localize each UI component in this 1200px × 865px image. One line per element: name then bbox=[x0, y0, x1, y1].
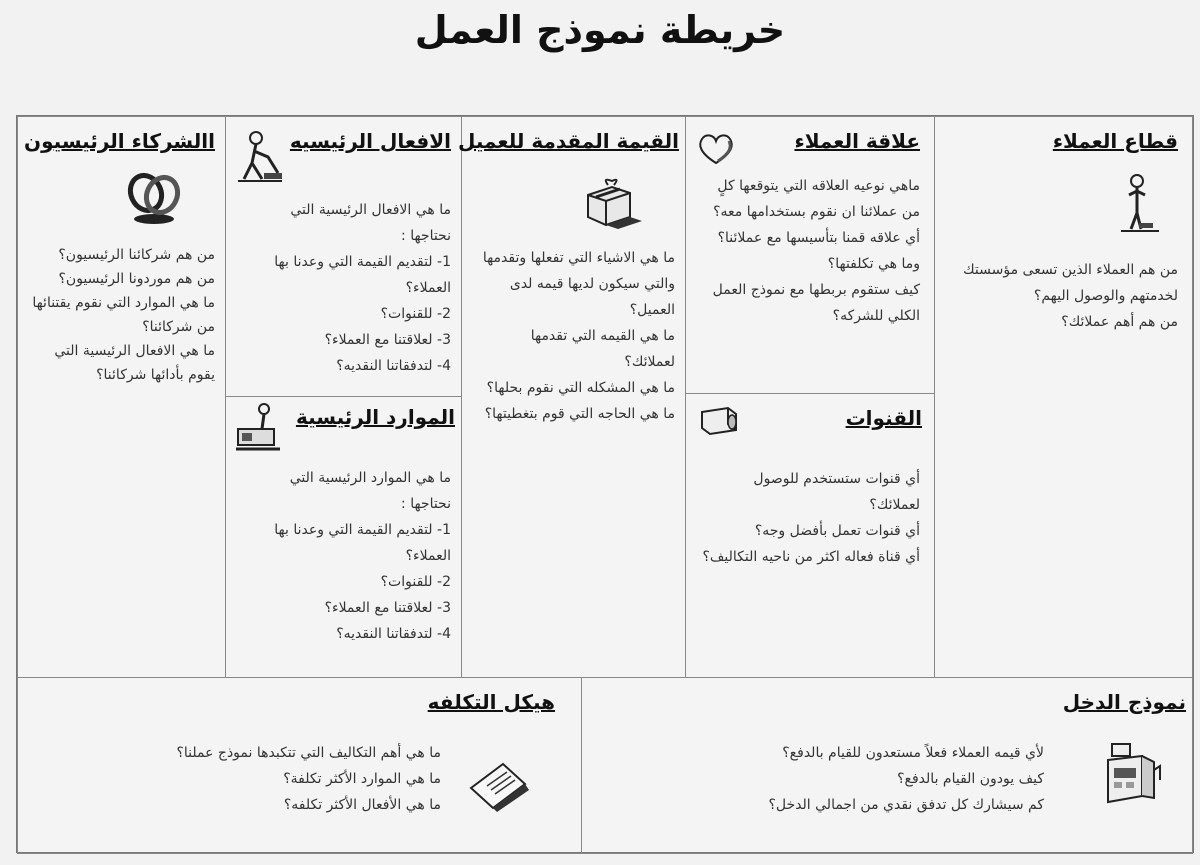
customer-segments-questions bbox=[948, 257, 1178, 335]
heart-icon bbox=[696, 131, 736, 171]
rings-icon bbox=[119, 165, 189, 231]
revenue-streams-title: نموذج الدخل bbox=[1062, 690, 1186, 714]
business-model-canvas bbox=[16, 115, 1194, 853]
question-text: 2- للقنوات؟ bbox=[380, 306, 451, 322]
question-text: ما هي الأفعال الأكثر تكلفه؟ bbox=[283, 797, 441, 813]
value-proposition-questions bbox=[477, 245, 675, 427]
question-text: من هم العملاء الذين تسعى مؤسستك لخدمتهم والوصول اليهم؟ bbox=[963, 262, 1178, 304]
key-activities-section bbox=[225, 116, 462, 397]
question-text: 2- للقنوات؟ bbox=[380, 574, 451, 590]
truck-icon bbox=[698, 404, 742, 442]
cost-structure-section bbox=[17, 677, 582, 854]
question-text: كم سيشارك كل تدفق نقدي من اجمالي الدخل؟ bbox=[768, 797, 1044, 813]
question-text: أي قنوات تعمل بأفضل وجه؟ bbox=[754, 523, 920, 539]
question-text: أي علاقه قمنا بتأسيسها مع عملائنا؟ bbox=[717, 230, 920, 246]
question-text: من هم موردونا الرئيسيون؟ bbox=[58, 271, 215, 287]
value-proposition-section bbox=[457, 116, 686, 678]
question-text: ما هي الحاجه التي قوم بتغطيتها؟ bbox=[484, 406, 675, 422]
key-partners-title: االشركاء الرئيسيون bbox=[24, 129, 215, 153]
revenue-streams-questions bbox=[684, 740, 1044, 818]
customer-segments-section bbox=[934, 116, 1193, 678]
key-activities-questions bbox=[246, 197, 451, 379]
revenue-streams-section bbox=[581, 677, 1193, 854]
question-text: 4- لتدفقاتنا النقديه؟ bbox=[336, 358, 451, 374]
question-text: ما هي الموارد الأكثر تكلفة؟ bbox=[283, 771, 441, 787]
customer-relationships-questions bbox=[700, 173, 920, 329]
question-text: ما هي القيمه التي تقدمها لعملائك؟ bbox=[530, 328, 675, 370]
question-text: من هم شركائنا الرئيسيون؟ bbox=[58, 247, 215, 263]
channels-questions bbox=[700, 466, 920, 570]
question-text: كيف ستقوم بربطها مع نموذج العمل الكلي للشركه؟ bbox=[712, 282, 920, 324]
question-text: لأي قيمه العملاء فعلاً مستعدون للقيام بالدفع؟ bbox=[782, 745, 1044, 761]
question-text: 1- لتقديم القيمة التي وعدنا بها العملاء؟ bbox=[274, 254, 451, 296]
question-text: 1- لتقديم القيمة التي وعدنا بها العملاء؟ bbox=[274, 522, 451, 564]
key-resources-section bbox=[225, 396, 462, 678]
key-resources-title: الموارد الرئيسية bbox=[295, 405, 455, 429]
question-text: أي قناة فعاله اكثر من ناحيه التكاليف؟ bbox=[702, 549, 920, 565]
question-text: 3- لعلاقتنا مع العملاء؟ bbox=[324, 600, 451, 616]
channels-title: القنوات bbox=[845, 406, 922, 430]
person-icon bbox=[1117, 173, 1161, 239]
channels-section bbox=[685, 393, 935, 678]
question-text: من هم أهم عملائك؟ bbox=[1061, 314, 1178, 330]
worker-icon bbox=[234, 129, 284, 189]
customer-segments-title: قطاع العملاء bbox=[1052, 129, 1178, 153]
question-text: أي قنوات ستستخدم للوصول لعملائك؟ bbox=[753, 471, 920, 513]
question-text: ما هي الافعال الرئيسية التي نحتاجها : bbox=[290, 202, 451, 244]
invoice-icon bbox=[463, 758, 533, 818]
question-text: ما هي المشكله التي نقوم بحلها؟ bbox=[486, 380, 675, 396]
value-proposition-title: القيمة المقدمة للعميل bbox=[457, 129, 679, 153]
customer-relationships-section bbox=[685, 116, 935, 394]
question-text: كيف يودون القيام بالدفع؟ bbox=[897, 771, 1044, 787]
cash-register-icon bbox=[1102, 740, 1164, 814]
question-text: ما هي الموارد الرئيسية التي نحتاجها : bbox=[289, 470, 451, 512]
key-partners-section bbox=[17, 116, 226, 678]
page-title: خريطة نموذج العمل bbox=[414, 8, 786, 52]
question-text: وما هي تكلفتها؟ bbox=[827, 256, 920, 272]
question-text: ما هي الموارد التي نقوم يقتنائها من شركائنا؟ bbox=[32, 295, 215, 335]
question-text: ما هي أهم التكاليف التي تتكبدها نموذج عملنا؟ bbox=[176, 745, 441, 761]
key-activities-title: الافعال الرئيسيه bbox=[289, 129, 451, 153]
gift-icon bbox=[582, 177, 644, 233]
question-text: 3- لعلاقتنا مع العملاء؟ bbox=[324, 332, 451, 348]
key-resources-questions bbox=[246, 465, 451, 647]
machine-icon bbox=[234, 401, 282, 457]
customer-relationships-title: علاقة العملاء bbox=[794, 129, 920, 153]
question-text: ما هي الاشياء التي تفعلها وتقدمها والتي سيكون لديها قيمه لدى العميل؟ bbox=[482, 250, 675, 318]
question-text: 4- لتدفقاتنا النقديه؟ bbox=[336, 626, 451, 642]
cost-structure-title: هيكل التكلفه bbox=[427, 690, 555, 714]
question-text: ماهي نوعيه العلاقه التي يتوقعها كلٍ من عملائنا ان نقوم بستخدامها معه؟ bbox=[713, 178, 920, 220]
key-partners-questions bbox=[30, 243, 215, 387]
question-text: ما هي الافعال الرئيسية التي يقوم بأدائها شركائنا؟ bbox=[54, 343, 215, 383]
cost-structure-questions bbox=[111, 740, 441, 818]
